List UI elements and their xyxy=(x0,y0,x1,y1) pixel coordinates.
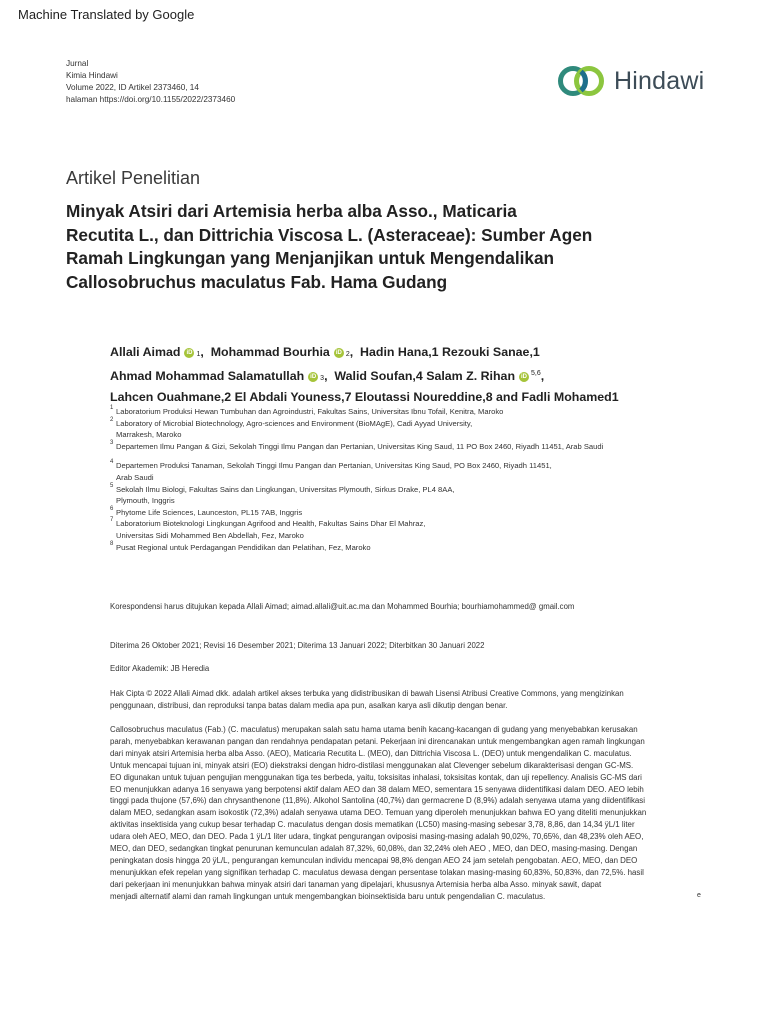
title-line: Ramah Lingkungan yang Menjanjikan untuk Mengendalikan xyxy=(66,248,554,268)
journal-doi[interactable]: halaman https://doi.org/10.1155/2022/2373460 xyxy=(66,95,236,104)
affiliation-item xyxy=(110,418,730,441)
affiliation-number: 3 xyxy=(110,439,114,446)
affiliations xyxy=(110,406,730,553)
affiliation-text: Departemen Produksi Tanaman, Sekolah Tinggi Ilmu Pangan dan Pertanian, Universitas King Saud, PO Box 2460, Riyadh 11451, xyxy=(116,461,552,471)
abstract-line: menunjukkan efek repelan yang signifikan terhadap C. maculatus dewasa dengan persentase tolakan masing-masing 60,83%, 50,83%, dan 72,5%. hasil xyxy=(110,867,644,877)
journal-volume: Volume 2022, ID Artikel 2373460, 14 xyxy=(66,83,199,92)
hindawi-logo-icon xyxy=(556,62,608,100)
abstract-line: MEO, dan DEO, sedangkan tingkat penurunan kemunculan adalah 87,32%, 60,08%, dan 32,24% oleh AEO , MEO, dan DEO, masing-masing. Dengan xyxy=(110,844,638,854)
affiliation-text: Arab Saudi xyxy=(116,472,154,482)
copyright-line: Hak Cipta © 2022 Allali Aimad dkk. adalah artikel akses terbuka yang didistribusikan di bawah Lisensi Atribusi Creative Commons, yang mengizinkan xyxy=(110,689,624,698)
abstract-line: Callosobruchus maculatus (Fab.) (C. maculatus) merupakan salah satu hama utama benih kacang-kacangan di gudang yang menyebabkan kerusakan xyxy=(110,725,638,734)
orcid-icon[interactable]: iD xyxy=(521,373,528,380)
abstract-line: dari pekerjaan ini menunjukkan bahwa minyak atsiri dari tanaman yang dipelajari, khususnya Artemisia herba alba Asso. minyak sawit, dapat xyxy=(110,879,602,889)
orcid-icon[interactable]: iD xyxy=(335,349,342,356)
title-line: Minyak Atsiri dari Artemisia herba alba Asso., Maticaria xyxy=(66,201,517,221)
abstract-line: EO menunjukkan adanya 16 senyawa yang berpotensi aktif dalam AEO dan 38 dalam MEO, sementara 15 senyawa diidentifikasi dalam DEO. AEO lebih xyxy=(110,784,644,794)
author-ref: 5,6 xyxy=(531,370,541,377)
abstract-line: peningkatan dosis hingga 20 ÿL/L, pengurangan kemunculan individu mencapai 98,8% dengan AEO 24 jam setelah pengobatan. AEO, MEO, dan DEO xyxy=(110,855,638,865)
affiliation-text: Laboratorium Bioteknologi Lingkungan Agrifood and Health, Fakultas Sains Dhar El Mahraz, xyxy=(116,519,426,529)
orcid-icon[interactable]: iD xyxy=(310,373,317,380)
affiliation-item xyxy=(110,460,730,483)
academic-editor: Editor Akademik: JB Heredia xyxy=(110,664,210,673)
article-dates: Diterima 26 Oktober 2021; Revisi 16 Desember 2021; Diterima 13 Januari 2022; Diterbitkan 30 Januari 2022 xyxy=(110,641,485,650)
affiliation-item xyxy=(110,484,730,507)
abstract-line: aktivitas insektisida yang cukup besar terhadap C. maculatus dengan dosis mematikan (LC50) masing-masing sebesar 3,78, 8,86, dan 14,34 ÿL/1 liter xyxy=(110,820,635,830)
author-list: Allali Aimad iD 1, Mohammad Bourhia iD 2, Hadin Hana,1 Rezouki Sanae,1 Ahmad Mohammad Salamatullah iD 3, Walid Soufan,4 Salam Z. Rihan iD $^{5,6}$, Lahcen Ouahmane,2 El Abdali Youness,7 Eloutassi Noureddine,8 and Fadli Mohamed1 xyxy=(110,345,619,405)
author-name[interactable]: Allali Aimad xyxy=(110,345,181,359)
affiliation-number: 7 xyxy=(110,517,114,524)
affiliation-text: Sekolah Ilmu Biologi, Fakultas Sains dan Lingkungan, Universitas Plymouth, Sirkus Drake, PL4 8AA, xyxy=(116,484,455,494)
author-name[interactable]: Ahmad Mohammad Salamatullah xyxy=(110,369,305,384)
abstract-line: dalam MEO, sedangkan asam isokostik (72,3%) adalah senyawa utama DEO. Temuan yang diperoleh menunjukkan bahwa EO yang diteliti menunjukkan xyxy=(110,808,647,818)
article-type: Artikel Penelitian xyxy=(66,168,201,188)
abstract xyxy=(110,724,708,903)
title-line: Callosobruchus maculatus Fab. Hama Gudang xyxy=(66,271,448,292)
author-ref: 3 xyxy=(320,375,325,383)
affiliation-text: Laboratory of Microbial Biotechnology, Agro-sciences and Environment (BioMAgE), Cadi Ayyad University, xyxy=(116,418,473,428)
abstract-line: Untuk mencapai tujuan ini, minyak atsiri (EO) diekstraksi dengan hidro-distilasi menggunakan alat Clevenger sebelum dikarakterisasi dengan GC-MS. xyxy=(110,760,634,770)
affiliation-number: 5 xyxy=(110,482,114,489)
journal-info xyxy=(66,58,235,106)
machine-translation-banner: Machine Translated by Google xyxy=(18,7,195,22)
hindawi-logo xyxy=(556,62,704,100)
affiliation-text: Universitas Sidi Mohammed Ben Abdellah, Fez, Maroko xyxy=(116,530,304,540)
affiliation-number: 6 xyxy=(110,505,114,512)
author-name[interactable]: Lahcen Ouahmane,2 El Abdali Youness,7 Eloutassi Noureddine,8 and Fadli Mohamed1 xyxy=(110,390,619,405)
affiliation-item xyxy=(110,507,730,519)
affiliation-number: 8 xyxy=(110,540,114,547)
copyright-line: penggunaan, distribusi, dan reproduksi tanpa batas dalam media apa pun, asalkan karya asli dikutip dengan benar. xyxy=(110,701,508,710)
abstract-stray-mark: e xyxy=(697,892,701,899)
hindawi-logo-text: Hindawi xyxy=(614,66,705,95)
journal-name: Kimia Hindawi xyxy=(66,71,118,80)
author-ref: 2 xyxy=(345,351,350,358)
affiliation-text: Laboratorium Produksi Hewan Tumbuhan dan Agroindustri, Fakultas Sains, Universitas Ibnu Tofail, Kenitra, Maroko xyxy=(116,407,504,416)
copyright-notice xyxy=(110,688,710,712)
affiliation-item xyxy=(110,518,730,541)
affiliation-text: Plymouth, Inggris xyxy=(116,496,175,506)
affiliation-text: Pusat Regional untuk Perdagangan Pendidikan dan Pelatihan, Fez, Maroko xyxy=(116,542,371,552)
abstract-line: EO digunakan untuk tujuan pengujian menggunakan tiga tes berbeda, yaitu, toksisitas inhalasi, toksisitas kontak, dan uji repellency. Analisis GC-MS dari xyxy=(110,772,642,782)
affiliation-text: Departemen Ilmu Pangan & Gizi, Sekolah Tinggi Ilmu Pangan dan Pertanian, Universitas King Saud, 11 PO Box 2460, Riyadh 11451, Arab Saudi xyxy=(116,441,604,451)
article-title xyxy=(66,200,716,294)
correspondence: Korespondensi harus ditujukan kepada Allali Aimad; aimad.allali@uit.ac.ma dan Mohammed Bourhia; bourhiamohammed@ gmail.com xyxy=(110,602,575,611)
author-name[interactable]: Hadin Hana,1 Rezouki Sanae,1 xyxy=(360,345,540,359)
abstract-line: menjadi alternatif alami dan ramah lingkungan untuk mengembangkan bioinsektisida baru untuk pengendalian C. maculatus. xyxy=(110,891,546,901)
affiliation-text: Phytome Life Sciences, Launceston, PL15 7AB, Inggris xyxy=(116,507,303,517)
orcid-icon[interactable]: iD xyxy=(186,349,193,356)
author-ref: 1 xyxy=(196,351,201,358)
author-name[interactable]: Walid Soufan,4 Salam Z. Rihan xyxy=(334,369,516,384)
abstract-line: tinggi pada thujone (57,6%) dan chrysanthenone (11,8%). Alkohol Santolina (40,7%) dan germacrene D (8,9%) adalah senyawa utama yang diidentifikasi xyxy=(110,796,645,806)
journal-label: Jurnal xyxy=(66,59,89,68)
author-name[interactable]: Mohammad Bourhia xyxy=(210,345,330,359)
affiliation-number: 2 xyxy=(110,416,114,423)
abstract-line: dari minyak atsiri Artemisia herba alba Asso. (AEO), Maticaria Recutita L. (MEO), dan Dittrichia Viscosa L. (DEO) untuk mengendalikan C. maculatus. xyxy=(110,748,632,758)
title-line: Recutita L., dan Dittrichia Viscosa L. (Asteraceae): Sumber Agen xyxy=(66,224,593,245)
abstract-line: parah, menyebabkan kerawanan pangan dan rendahnya pendapatan petani. Pekerjaan ini direncanakan untuk mengembangkan agen ramah lingkungan xyxy=(110,736,645,746)
affiliation-item xyxy=(110,441,730,453)
affiliation-number: 1 xyxy=(110,405,114,411)
affiliation-item xyxy=(110,406,730,418)
abstract-line: udara oleh AEO, MEO, dan DEO. Pada 1 ÿL/1 liter udara, tingkat pengurangan oviposisi masing-masing adalah 90,02%, 70,65%, dan 48,23% oleh AEO, xyxy=(110,832,644,842)
affiliation-number: 4 xyxy=(110,459,114,466)
affiliation-item xyxy=(110,542,730,554)
affiliation-text: Marrakesh, Maroko xyxy=(116,430,182,440)
